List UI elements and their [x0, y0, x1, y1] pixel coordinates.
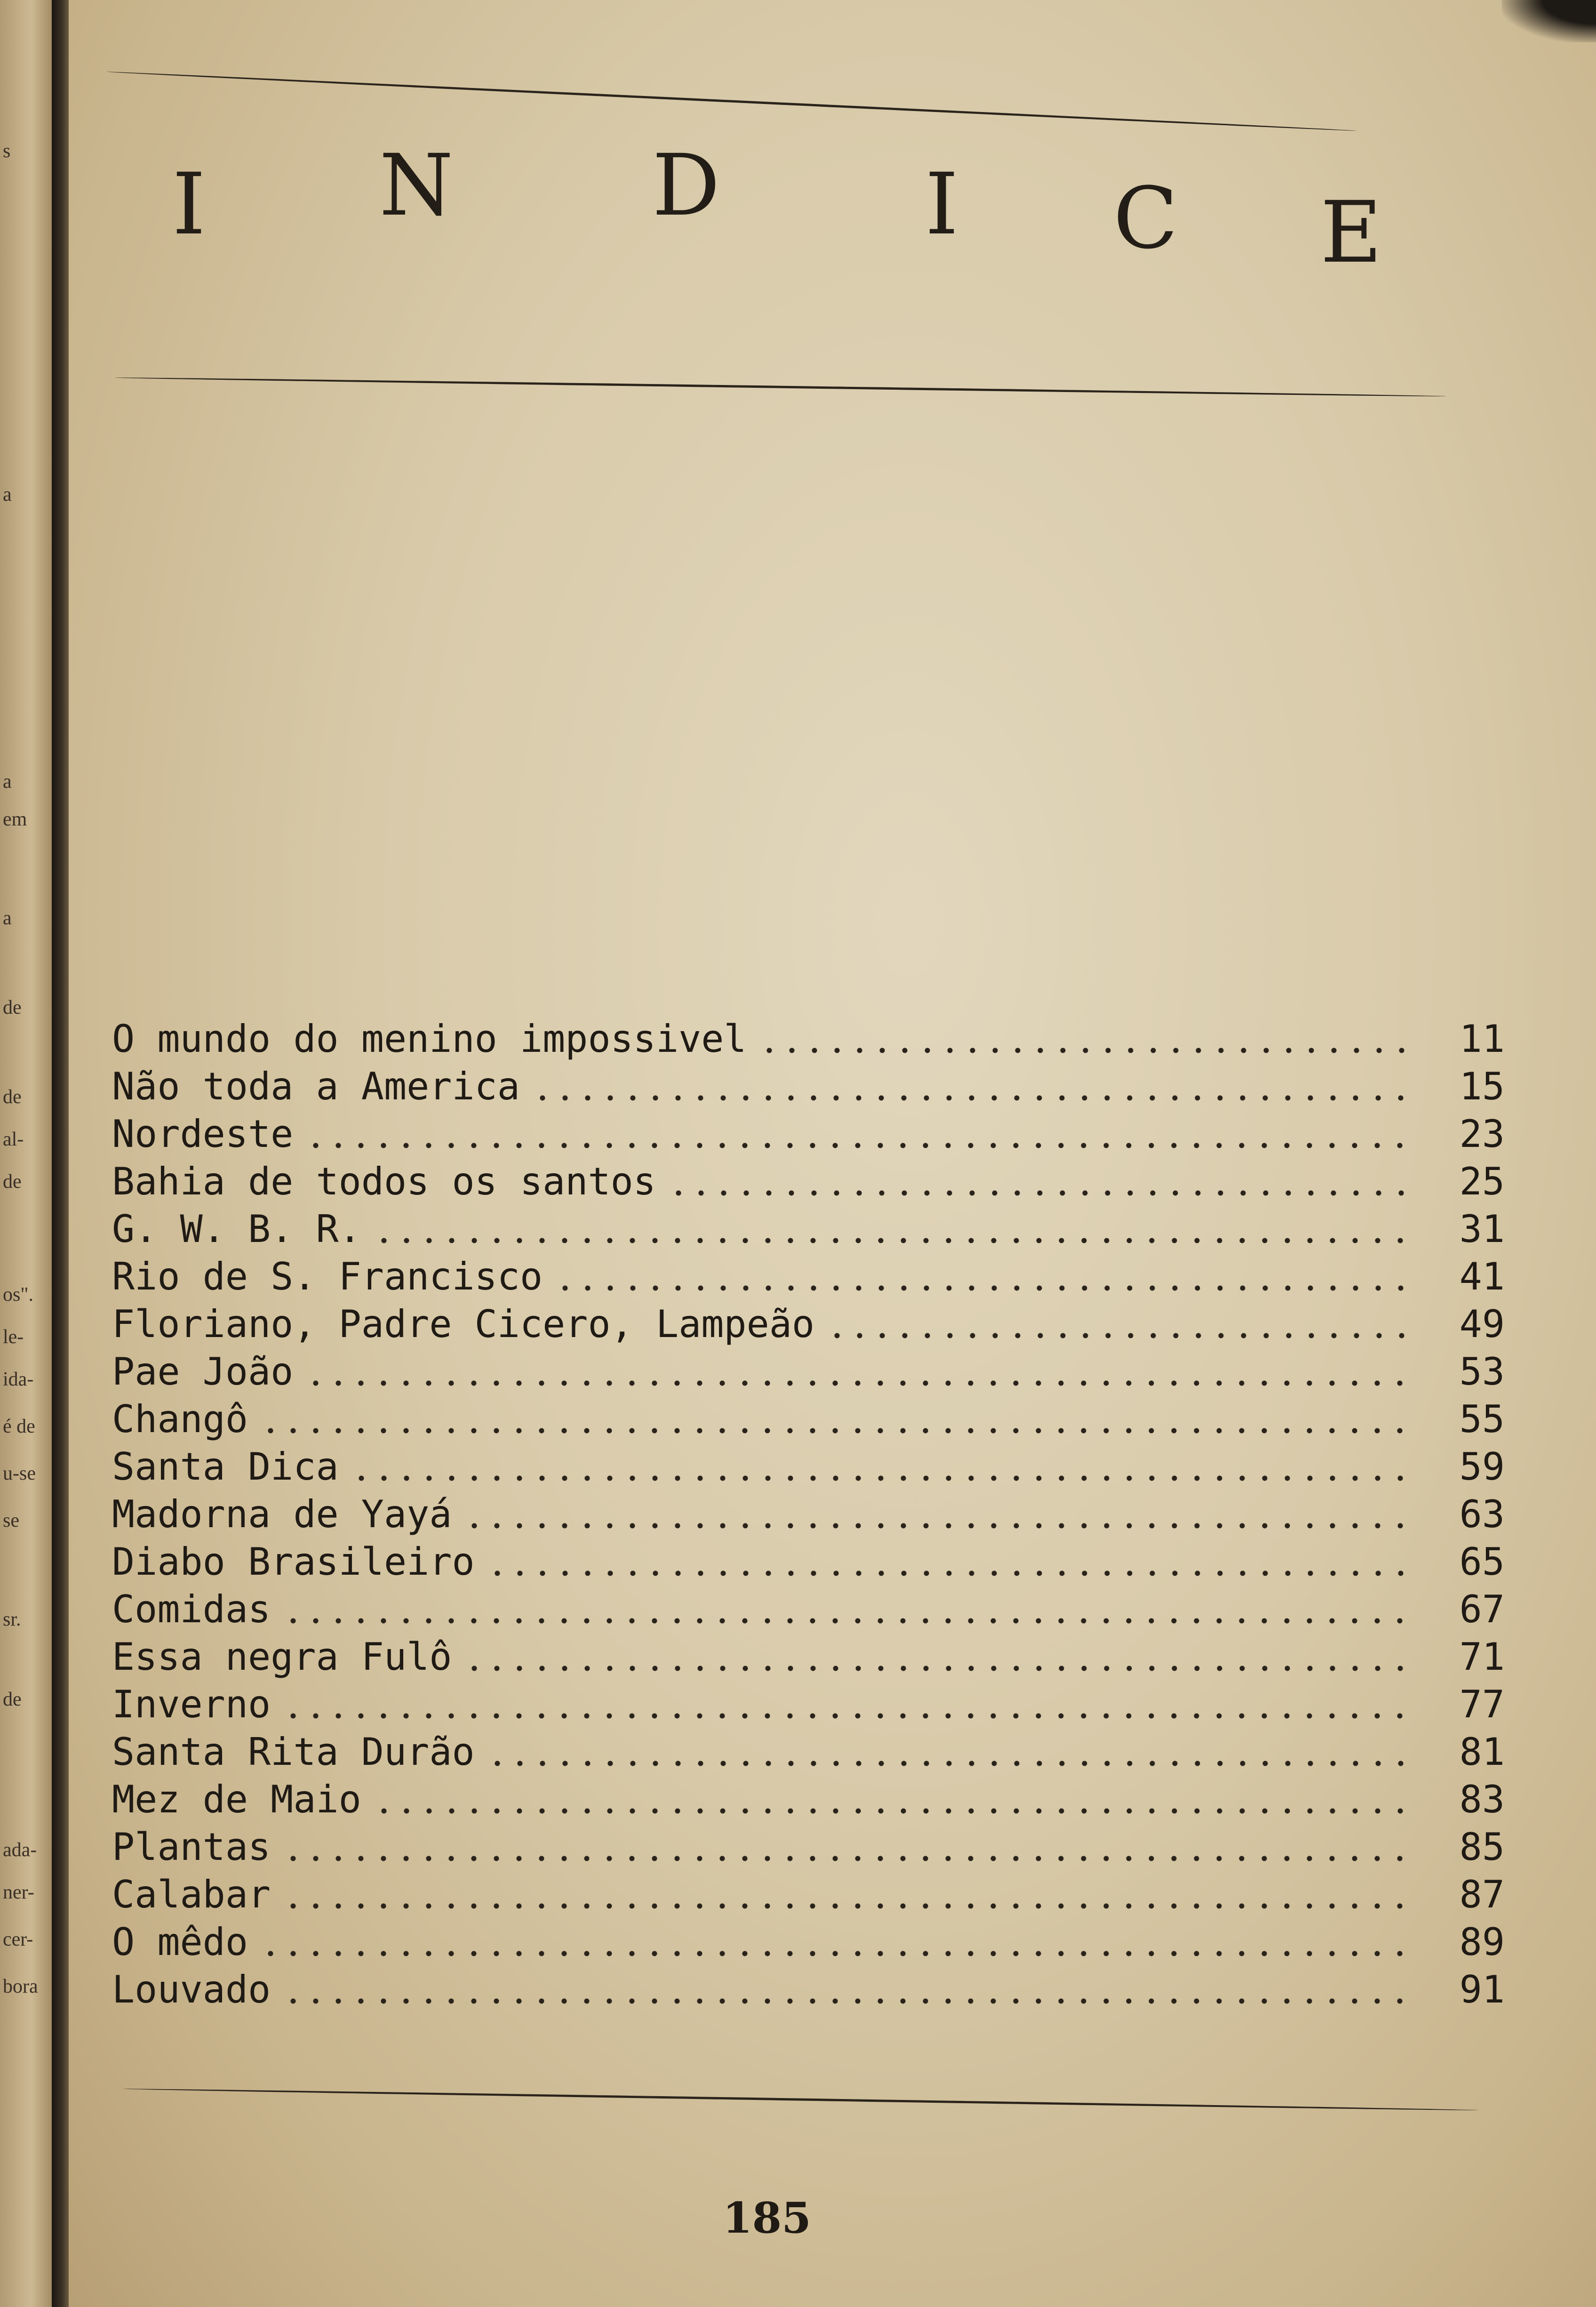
toc-dot-leader — [373, 1207, 1411, 1252]
toc-entry — [112, 1539, 1505, 1585]
toc-entry-page: 11 — [1459, 1017, 1505, 1061]
toc-entry-title: Louvado — [112, 1968, 271, 2011]
facing-page-fragment: ida- — [3, 1369, 34, 1390]
facing-page-fragment: os". — [3, 1284, 33, 1306]
title-letter: I — [172, 155, 206, 254]
facing-page-fragment: se — [3, 1510, 19, 1531]
toc-entry-title: Changô — [112, 1397, 248, 1441]
toc-entry-title: G. W. B. R. — [112, 1207, 361, 1251]
toc-dot-leader — [554, 1254, 1411, 1299]
facing-page-fragment: bora — [3, 1976, 38, 1997]
toc-entry-title: Diabo Brasileiro — [112, 1540, 475, 1584]
toc-entry-title: Inverno — [112, 1682, 271, 1726]
toc-entry-page: 25 — [1459, 1160, 1505, 1203]
toc-entry — [112, 1587, 1505, 1632]
title-letter: E — [1320, 184, 1382, 282]
facing-page-fragment: de — [3, 1086, 22, 1108]
toc-entry-page: 15 — [1459, 1065, 1505, 1108]
toc-dot-leader — [259, 1920, 1411, 1965]
toc-entry — [112, 1920, 1505, 1965]
toc-entry-title: Não toda a America — [112, 1065, 520, 1108]
toc-entry-page: 71 — [1459, 1635, 1505, 1679]
toc-entry — [112, 1064, 1505, 1109]
title-letter: D — [652, 136, 720, 235]
toc-entry-page: 23 — [1459, 1112, 1505, 1156]
toc-entry-page: 31 — [1459, 1207, 1505, 1251]
toc-entry-title: Santa Rita Durão — [112, 1730, 475, 1774]
toc-entry-title: Bahia de todos os santos — [112, 1160, 656, 1203]
toc-dot-leader — [826, 1302, 1411, 1347]
toc-entry-page: 67 — [1459, 1587, 1505, 1631]
toc-dot-leader — [304, 1112, 1411, 1157]
toc-dot-leader — [463, 1634, 1411, 1680]
toc-entry — [112, 1302, 1505, 1347]
toc-entry — [112, 1872, 1505, 1917]
toc-entry-page: 77 — [1459, 1682, 1505, 1726]
toc-entry-title: Nordeste — [112, 1112, 294, 1156]
facing-page-fragment: a — [3, 771, 12, 793]
toc-entry-page: 81 — [1459, 1730, 1505, 1774]
toc-entry-title: Floriano, Padre Cicero, Lampeão — [112, 1302, 815, 1346]
toc-dot-leader — [259, 1397, 1411, 1442]
toc-entry — [112, 1254, 1505, 1299]
toc-entry-title: Rio de S. Francisco — [112, 1255, 543, 1298]
facing-page-fragment: de — [3, 1689, 22, 1710]
book-gutter — [52, 0, 69, 2307]
toc-dot-leader — [531, 1064, 1411, 1109]
toc-entry-page: 41 — [1459, 1255, 1505, 1298]
toc-entry-title: Essa negra Fulô — [112, 1635, 452, 1679]
facing-page-fragment: sr. — [3, 1609, 21, 1630]
facing-page-fragment: a — [3, 484, 12, 505]
toc-entry — [112, 1397, 1505, 1442]
toc-entry-title: Santa Dica — [112, 1445, 339, 1489]
title-underline-rule — [115, 376, 1446, 398]
toc-entry-title: Plantas — [112, 1825, 271, 1869]
toc-dot-leader — [373, 1777, 1411, 1822]
facing-page-fragment: ner- — [3, 1882, 34, 1903]
toc-entry — [112, 1825, 1505, 1870]
title-letter: I — [925, 155, 959, 254]
toc-entry — [112, 1017, 1505, 1062]
title-letter: C — [1113, 169, 1178, 268]
toc-entry — [112, 1207, 1505, 1252]
toc-entry — [112, 1682, 1505, 1727]
toc-entry-title: O mundo do menino impossivel — [112, 1017, 747, 1061]
toc-entry-page: 55 — [1459, 1397, 1505, 1441]
title-letter: N — [379, 136, 454, 235]
toc-entry — [112, 1112, 1505, 1157]
facing-page-fragment: le- — [3, 1326, 24, 1348]
toc-entry — [112, 1159, 1505, 1204]
facing-page-fragment: al- — [3, 1129, 24, 1150]
toc-dot-leader — [282, 1967, 1411, 2012]
toc-entry-page: 59 — [1459, 1445, 1505, 1489]
toc-entry — [112, 1349, 1505, 1394]
toc-entry — [112, 1492, 1505, 1537]
corner-shadow — [1502, 0, 1596, 42]
facing-page-fragment: s — [3, 140, 11, 162]
toc-entry — [112, 1444, 1505, 1490]
index-page — [69, 0, 1596, 2307]
page-title — [172, 127, 1396, 287]
facing-page-fragment: é de — [3, 1416, 35, 1437]
facing-page-fragment: cer- — [3, 1929, 33, 1950]
toc-dot-leader — [282, 1682, 1411, 1727]
toc-entry-title: Madorna de Yayá — [112, 1492, 452, 1536]
toc-dot-leader — [667, 1159, 1411, 1204]
toc-dot-leader — [486, 1539, 1411, 1585]
toc-dot-leader — [304, 1349, 1411, 1394]
toc-dot-leader — [282, 1587, 1411, 1632]
toc-dot-leader — [282, 1825, 1411, 1870]
toc-dot-leader — [463, 1492, 1411, 1537]
toc-entry-page: 63 — [1459, 1492, 1505, 1536]
top-rule — [106, 71, 1357, 132]
table-of-contents — [112, 1017, 1505, 2052]
toc-entry-title: Comidas — [112, 1587, 271, 1631]
toc-dot-leader — [486, 1730, 1411, 1775]
toc-dot-leader — [282, 1872, 1411, 1917]
facing-page-fragment: ada- — [3, 1839, 37, 1861]
toc-entry-page: 89 — [1459, 1920, 1505, 1964]
toc-dot-leader — [350, 1444, 1411, 1490]
facing-page-fragment: em — [3, 809, 27, 830]
page-number: 185 — [723, 2193, 811, 2243]
toc-entry-page: 91 — [1459, 1968, 1505, 2011]
toc-entry — [112, 1967, 1505, 2012]
toc-entry-page: 65 — [1459, 1540, 1505, 1584]
facing-page-fragment: de — [3, 997, 22, 1018]
toc-entry-page: 83 — [1459, 1778, 1505, 1821]
toc-entry-page: 53 — [1459, 1350, 1505, 1394]
toc-entry-page: 85 — [1459, 1825, 1505, 1869]
toc-entry-title: O mêdo — [112, 1920, 248, 1964]
facing-page-fragment: a — [3, 907, 12, 929]
facing-page-edge — [0, 0, 52, 2307]
facing-page-fragment: de — [3, 1171, 22, 1193]
facing-page-fragment: u-se — [3, 1463, 36, 1484]
toc-entry — [112, 1634, 1505, 1680]
toc-entry — [112, 1777, 1505, 1822]
toc-entry-title: Pae João — [112, 1350, 294, 1394]
toc-entry — [112, 1730, 1505, 1775]
bottom-rule — [123, 2088, 1478, 2111]
toc-entry-title: Mez de Maio — [112, 1778, 361, 1821]
toc-entry-page: 87 — [1459, 1873, 1505, 1916]
toc-entry-page: 49 — [1459, 1302, 1505, 1346]
toc-entry-title: Calabar — [112, 1873, 271, 1916]
toc-dot-leader — [758, 1017, 1411, 1062]
